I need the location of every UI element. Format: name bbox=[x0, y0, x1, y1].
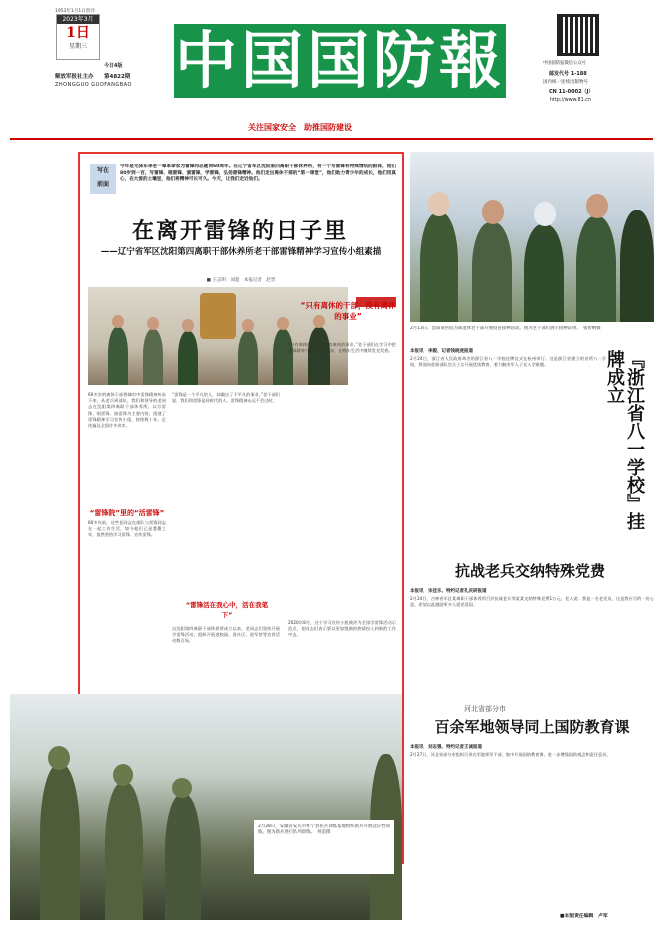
vaccination-photo bbox=[410, 152, 654, 322]
header-founded: 1953年1月1日创刊 bbox=[55, 9, 95, 14]
right-story-byline: 本报讯 李毅、记者钱晓虎报道 bbox=[410, 349, 473, 354]
feature-body-2: 60多年前，这些老同志在部队与雷锋同志在一起工作生活，如今他们已是耄耋之年，依然坚持学习雷锋、宣传雷锋。 bbox=[88, 520, 166, 538]
date-box bbox=[56, 14, 100, 60]
section-heading-2: “雷锋活在我心中，活在我笔下” bbox=[185, 601, 269, 619]
cn-number: CN 11-0002（J） bbox=[549, 89, 594, 95]
feature-body-4: 自沈阳第四离职干部休养所成立以来，老同志们坚持开展学雷锋活动，组织开展进校园、进社区、进军营等宣讲活动数百场。 bbox=[172, 626, 280, 644]
story3-byline: 本报讯 宋佳乐、特约记者孔庆研报道 bbox=[410, 589, 487, 594]
cn-label: 国内统一连续出版物号 bbox=[543, 80, 588, 85]
story3-text: 2月24日，吉林省军区某离职干部休养所百岁抗战老兵李某某交纳特殊党费1万元。老人说：我是一名老党员，这是我应尽的一份心意，希望以此激励更多人爱党爱国。 bbox=[410, 596, 654, 608]
feature-body-5: “只有离休的干部，没有离休的事业。”老干部们在学习中把雷锋精神当作一生的追求，在晚年生活中继续发光发热。 bbox=[288, 342, 396, 354]
feature-subheadline: ——辽宁省军区沈阳第四离职干部休养所老干部雷锋精神学习宣传小组素描 bbox=[100, 247, 382, 257]
slogan: 关注国家安全 助推国防建设 bbox=[248, 123, 352, 132]
training-caption: 2月28日，安徽省安庆市怀宁县民兵训练基地组织新兵开展适应性训练，图为新兵进行队列训练。 何雷摄 bbox=[258, 824, 390, 836]
vaccination-caption: 2月13日，沈阳某医院为离退休老干部开展疫苗接种活动。图为老干部们展示接种证明。 张智纲摄 bbox=[410, 326, 601, 331]
right-story-headline: 『浙江省八一学校』挂牌成立 bbox=[604, 350, 645, 530]
header-publisher: 解放军报社主办 bbox=[55, 74, 94, 80]
story4-headline: 百余军地领导同上国防教育课 bbox=[434, 718, 630, 736]
qr-code bbox=[557, 14, 599, 56]
date-day: 1日 bbox=[66, 25, 90, 41]
story4-text: 2月27日，河北省部分市组织百余名军地领导干部，集中开展国防教育课，进一步增强国防观念和责任意识。 bbox=[410, 752, 611, 757]
feature-body-6: 2020年8月，这个学习宣传小组被评为全国学雷锋活动示范点，老同志们表示要以更加饱满的热情投入到新的工作中去。 bbox=[288, 620, 396, 638]
date-year-month: 2023年3月 bbox=[57, 15, 99, 24]
training-photo-main bbox=[10, 694, 402, 920]
section-heading-1: “雷锋院”里的“活雷锋” bbox=[89, 509, 165, 517]
masthead bbox=[174, 24, 506, 98]
date-weekday: 星期三 bbox=[68, 43, 87, 50]
feature-byline: ■ 王志明 刘超 本报记者 赵晋 bbox=[206, 278, 276, 283]
intro-label: 写在 前面 bbox=[90, 164, 116, 194]
header-pages: 今日4版 bbox=[104, 63, 123, 69]
header-pinyin: ZHONGGUO GUOFANGBAO bbox=[55, 82, 132, 88]
header-rule bbox=[10, 138, 653, 140]
feature-body-1: 60多岁的离休干部将城市中雷锋精神传承下来，从老兵到部队，我们和领导的老同志在沈阳第四离职干部休养所，以写雷锋、唱雷锋、演雷锋为主要内容，组建了雷锋精神学习宣传小组，持续数十年，足迹遍及全国许多省市。 bbox=[88, 392, 166, 429]
intro-text: 今年是毛泽东等老一辈革命家为雷锋同志题词60周年。在辽宁省军区沈阳第四离职干部休养所，有一个写雷锋有特殊情结的群体，他们80岁到一百，写雷锋、唱雷锋、演雷锋，学雷锋，弘扬雷锋精神。他们走出离休干部的“第一课堂”，他们助力青少年的成长，他们用真心，在大爱的土壤里，他们将精神可长可久。今天，让我们走近他们。 bbox=[120, 164, 396, 183]
post-code: 邮发代号 1-188 bbox=[549, 71, 587, 77]
qr-caption: 中国国防报微信公众号 bbox=[543, 61, 586, 66]
right-story-text: 2月24日，浙江省人民政府命名的浙江省八一学校挂牌仪式在杭州举行。这是浙江省建立的首所八一学校，将面向驻浙部队官兵子女开展优质教育，着力解决军人子女入学难题。 bbox=[410, 356, 606, 368]
feature-body-3: “雷锋是一个平凡的人，却做出了不平凡的事业。”老干部们说，我们和雷锋是同时代的人，雷锋精神永远不会过时。 bbox=[172, 392, 280, 404]
pull-quote: “只有离休的干部，没有离休的事业” bbox=[300, 301, 396, 321]
story4-byline: 本报讯 刘志强、特约记者王诚报道 bbox=[410, 745, 482, 750]
website[interactable]: http://www.81.cn bbox=[550, 98, 591, 103]
story3-headline: 抗战老兵交纳特殊党费 bbox=[454, 562, 605, 580]
feature-headline: 在离开雷锋的日子里 bbox=[131, 218, 348, 244]
story4-kicker: 河北省部分市 bbox=[464, 705, 506, 713]
masthead-title: 中国国防報 bbox=[174, 24, 505, 97]
header-issue: 第4822期 bbox=[104, 74, 131, 80]
footer-editor: ■本版责任编辑 卢军 bbox=[560, 914, 608, 919]
